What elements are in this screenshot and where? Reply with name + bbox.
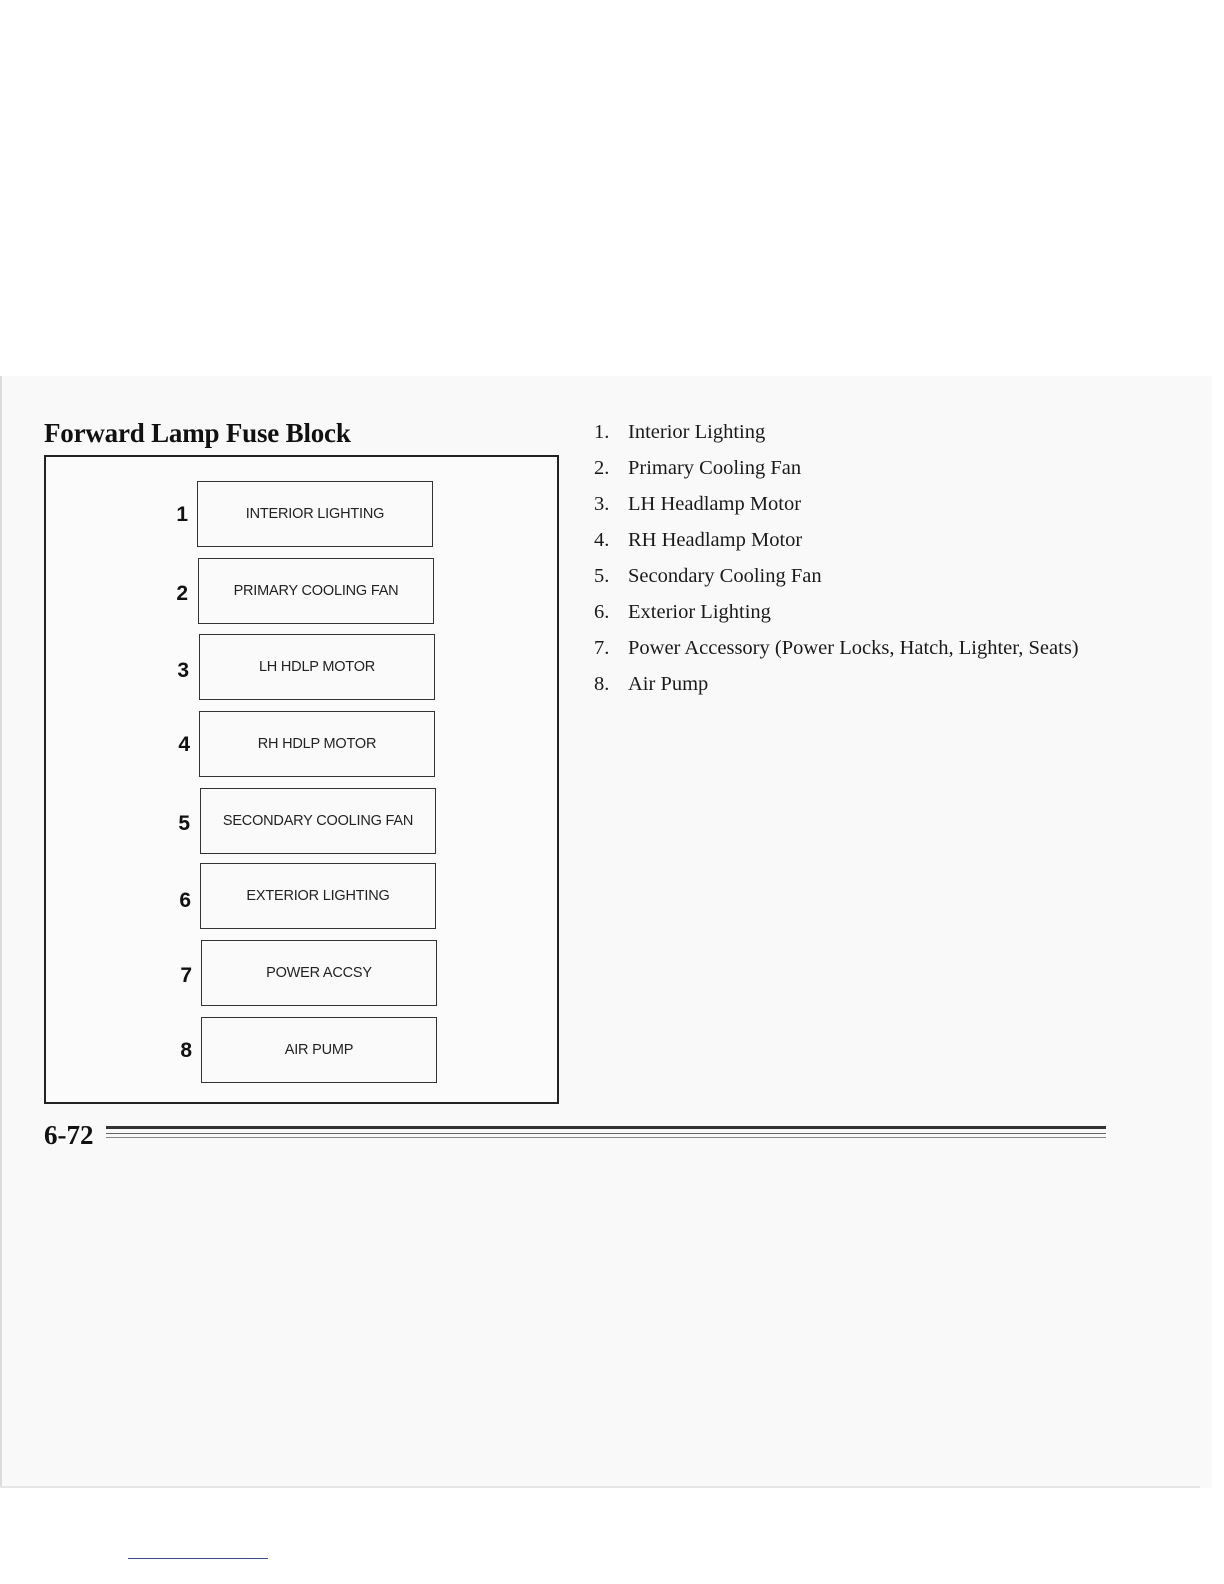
list-item-text: Primary Cooling Fan — [628, 457, 802, 479]
list-item — [594, 672, 1094, 697]
scan-edge — [0, 1486, 1200, 1488]
list-item-text: Exterior Lighting — [628, 601, 771, 623]
list-item-number: 1. — [594, 421, 610, 443]
footer-rule — [106, 1133, 1106, 1134]
list-item-number: 6. — [594, 601, 610, 623]
fuse-block-diagram — [44, 455, 559, 1104]
list-item — [594, 492, 1094, 517]
fuse-row — [46, 788, 557, 856]
list-item — [594, 636, 1098, 661]
fuse-row — [46, 711, 557, 779]
list-item — [594, 564, 1094, 589]
list-item-number: 5. — [594, 565, 610, 587]
fuse-row — [46, 481, 557, 549]
fuse-legend-list — [594, 420, 1094, 708]
fuse-number: 8 — [180, 1039, 192, 1062]
fuse-slot: SECONDARY COOLING FAN — [200, 788, 436, 854]
fuse-row — [46, 940, 557, 1008]
footer-rule — [106, 1126, 1106, 1129]
divider — [128, 1558, 268, 1559]
list-item-number: 4. — [594, 529, 610, 551]
list-item — [594, 456, 1094, 481]
fuse-slot: RH HDLP MOTOR — [199, 711, 435, 777]
fuse-slot: POWER ACCSY — [201, 940, 437, 1006]
fuse-number: 4 — [178, 733, 190, 756]
fuse-slot: PRIMARY COOLING FAN — [198, 558, 434, 624]
fuse-number: 6 — [179, 889, 191, 912]
list-item-text: LH Headlamp Motor — [628, 493, 802, 515]
fuse-number: 3 — [177, 659, 189, 682]
section-title: Forward Lamp Fuse Block — [44, 418, 351, 448]
fuse-number: 7 — [180, 964, 192, 987]
fuse-number: 5 — [178, 812, 190, 835]
fuse-row — [46, 558, 557, 626]
fuse-row — [46, 1017, 557, 1085]
page-number: 6-72 — [44, 1120, 94, 1150]
fuse-row — [46, 634, 557, 702]
fuse-slot: EXTERIOR LIGHTING — [200, 863, 436, 929]
list-item-number: 8. — [594, 673, 610, 695]
list-item-number: 2. — [594, 457, 610, 479]
list-item-text: Secondary Cooling Fan — [628, 565, 822, 587]
list-item — [594, 420, 1094, 445]
fuse-slot: INTERIOR LIGHTING — [197, 481, 433, 547]
fuse-number: 1 — [176, 503, 188, 526]
list-item-number: 7. — [594, 637, 610, 659]
list-item-text: Interior Lighting — [628, 421, 766, 443]
list-item-text: Power Accessory (Power Locks, Hatch, Lighter, Seats) — [628, 637, 1079, 659]
list-item-text: Air Pump — [628, 673, 709, 695]
list-item-text: RH Headlamp Motor — [628, 529, 803, 551]
fuse-row — [46, 863, 557, 931]
list-item-number: 3. — [594, 493, 610, 515]
fuse-slot: AIR PUMP — [201, 1017, 437, 1083]
list-item — [594, 528, 1094, 553]
footer-rule — [106, 1137, 1106, 1138]
fuse-number: 2 — [176, 582, 188, 605]
list-item — [594, 600, 1094, 625]
fuse-slot: LH HDLP MOTOR — [199, 634, 435, 700]
